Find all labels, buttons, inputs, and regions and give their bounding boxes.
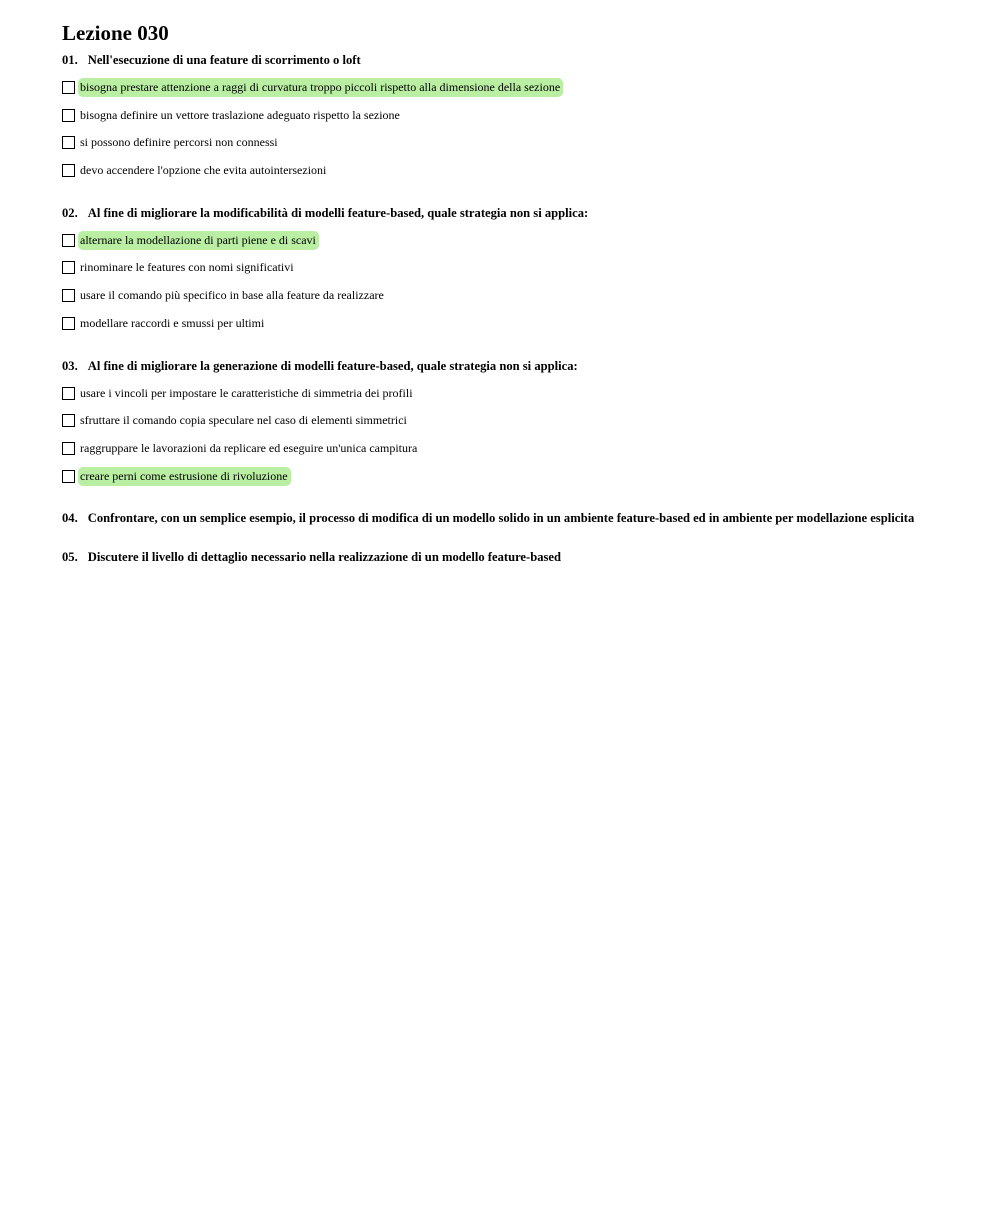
answer-option xyxy=(62,231,982,250)
answer-option xyxy=(62,411,982,430)
answer-option xyxy=(62,106,982,125)
answer-option xyxy=(62,467,982,486)
answer-option xyxy=(62,258,982,277)
question-heading xyxy=(62,510,982,526)
answer-text-correct: creare perni come estrusione di rivoluzione xyxy=(78,467,291,486)
answer-checkbox[interactable] xyxy=(62,470,75,483)
answer-checkbox[interactable] xyxy=(62,289,75,302)
question-text: Nell'esecuzione di una feature di scorrimento o loft xyxy=(87,53,361,67)
question-spacer xyxy=(62,526,982,549)
answer-checkbox[interactable] xyxy=(62,387,75,400)
answer-text: rinominare le features con nomi significativi xyxy=(80,260,294,275)
answer-text-correct: alternare la modellazione di parti piene e di scavi xyxy=(78,231,319,250)
page-title: Lezione 030 xyxy=(62,21,169,45)
answer-text: raggruppare le lavorazioni da replicare ed eseguire un'unica campitura xyxy=(80,440,418,455)
answer-option xyxy=(62,78,982,97)
answer-text: devo accendere l'opzione che evita autointersezioni xyxy=(80,163,327,178)
question-number: 03. xyxy=(62,358,78,373)
answer-checkbox[interactable] xyxy=(62,136,75,149)
question-text: Discutere il livello di dettaglio necessario nella realizzazione di un modello feature-based xyxy=(87,550,562,565)
question-05 xyxy=(62,549,982,565)
question-04 xyxy=(62,510,982,526)
question-number: 01. xyxy=(62,53,78,67)
answer-checkbox[interactable] xyxy=(62,109,75,122)
question-number: 05. xyxy=(62,550,78,565)
answer-checkbox[interactable] xyxy=(62,234,75,247)
answer-checkbox[interactable] xyxy=(62,442,75,455)
answer-checkbox[interactable] xyxy=(62,317,75,330)
question-heading xyxy=(62,205,982,221)
answer-checkbox[interactable] xyxy=(62,414,75,427)
answer-text-correct: bisogna prestare attenzione a raggi di curvatura troppo piccoli rispetto alla dimensione della sezione xyxy=(78,78,563,97)
answer-option xyxy=(62,286,982,305)
question-03 xyxy=(62,358,982,486)
question-heading xyxy=(62,52,982,68)
question-spacer xyxy=(62,494,982,510)
question-text: Al fine di migliorare la generazione di modelli feature-based, quale strategia non si applica: xyxy=(87,358,578,373)
question-01 xyxy=(62,52,982,180)
answer-text: sfruttare il comando copia speculare nel caso di elementi simmetrici xyxy=(80,413,407,428)
question-number: 04. xyxy=(62,511,78,526)
answer-text: bisogna definire un vettore traslazione adeguato rispetto la sezione xyxy=(80,107,400,122)
answer-options xyxy=(62,78,982,180)
answer-text: modellare raccordi e smussi per ultimi xyxy=(80,315,265,330)
answer-checkbox[interactable] xyxy=(62,81,75,94)
question-text: Al fine di migliorare la modificabilità di modelli feature-based, quale strategia non si applica: xyxy=(87,205,589,220)
question-spacer xyxy=(62,189,982,205)
question-heading xyxy=(62,358,982,374)
question-spacer xyxy=(62,342,982,358)
answer-text: si possono definire percorsi non connessi xyxy=(80,135,278,150)
answer-text: usare il comando più specifico in base alla feature da realizzare xyxy=(80,288,384,303)
answer-checkbox[interactable] xyxy=(62,164,75,177)
answer-checkbox[interactable] xyxy=(62,261,75,274)
answer-option xyxy=(62,161,982,180)
answer-option xyxy=(62,439,982,458)
question-02 xyxy=(62,205,982,333)
answer-option xyxy=(62,314,982,333)
document-page xyxy=(62,20,982,565)
answer-text: usare i vincoli per impostare le caratteristiche di simmetria dei profili xyxy=(80,385,413,400)
question-number: 02. xyxy=(62,205,78,220)
answer-option xyxy=(62,133,982,152)
answer-option xyxy=(62,384,982,403)
question-heading xyxy=(62,549,982,565)
answer-options xyxy=(62,384,982,486)
question-text: Confrontare, con un semplice esempio, il processo di modifica di un modello solido in un ambiente feature-based ed in ambiente per modellazione esplicita xyxy=(87,511,915,526)
answer-options xyxy=(62,231,982,333)
